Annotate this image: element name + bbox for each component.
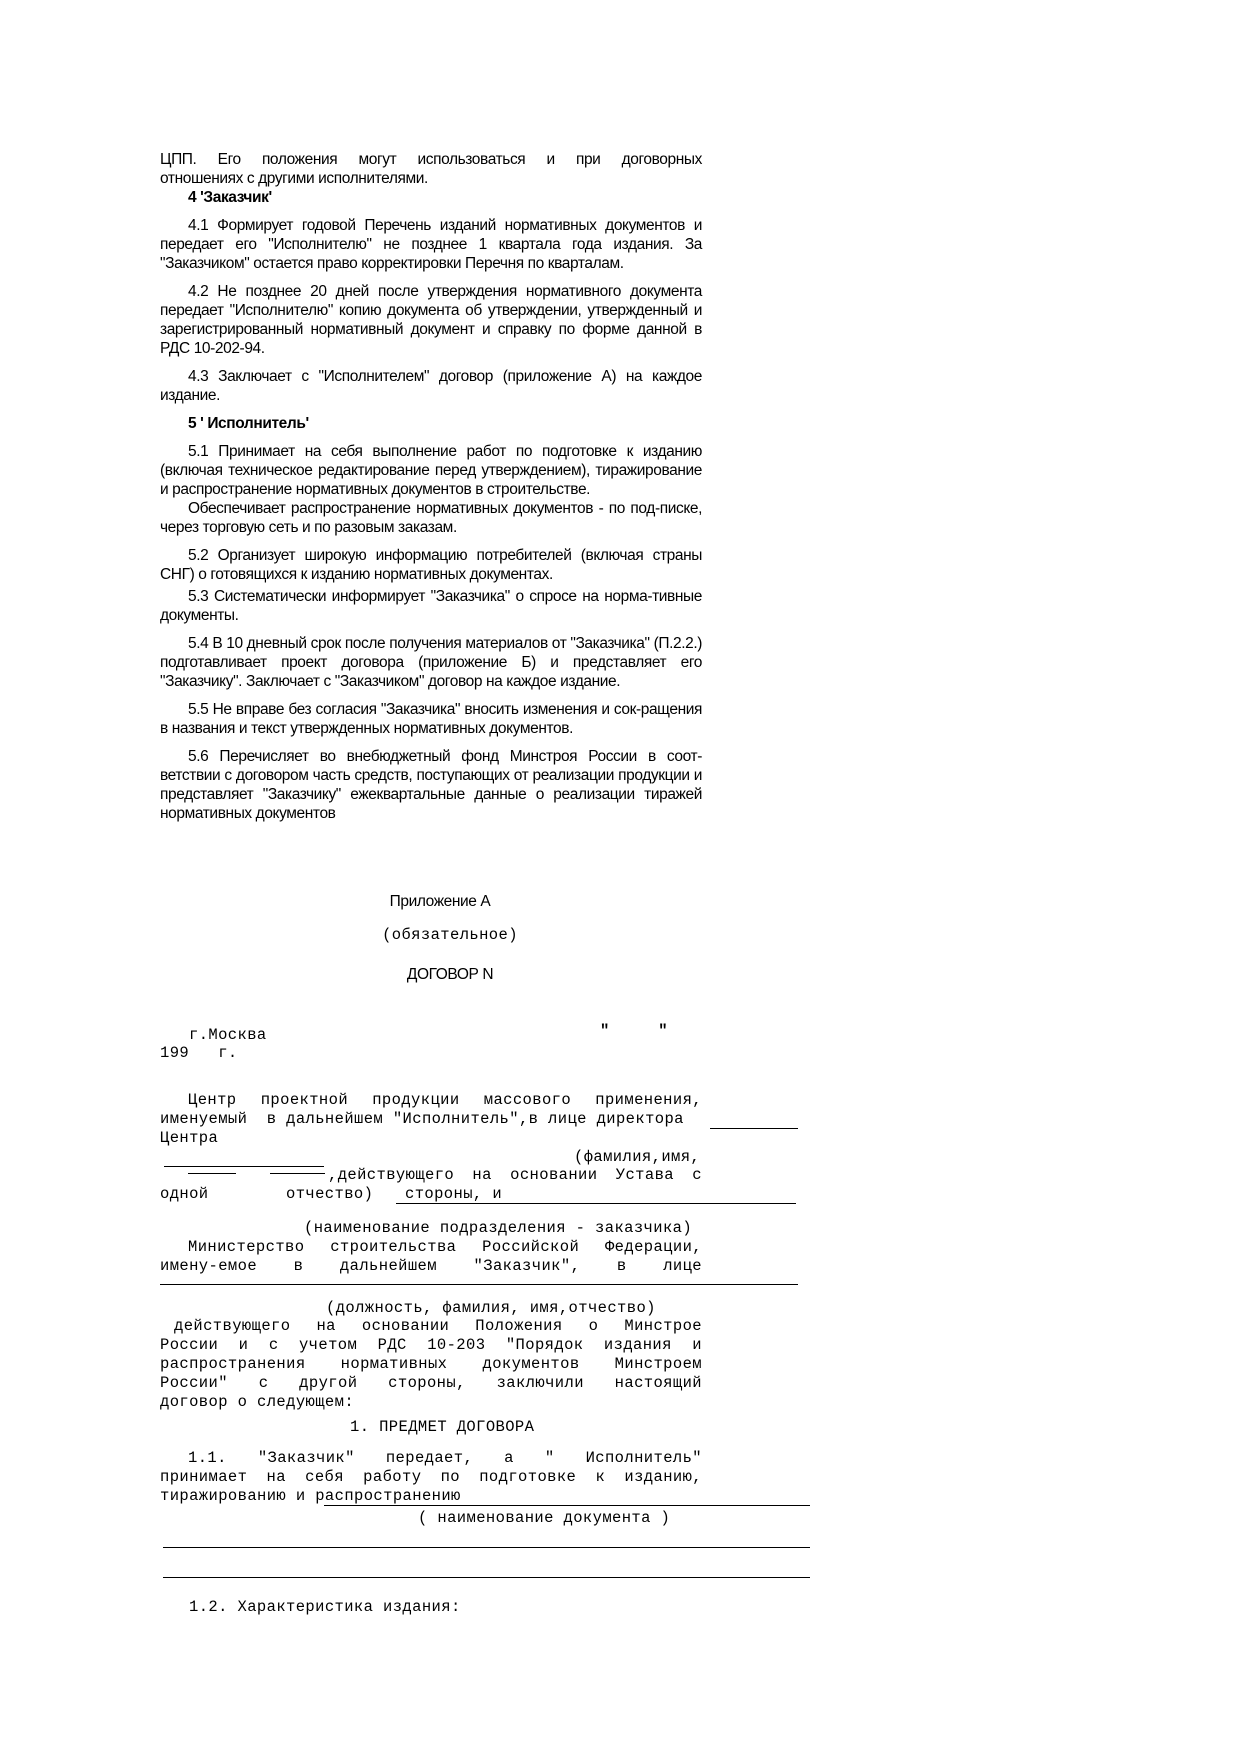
paragraph-5-1b: Обеспечивает распространение нормативных документов - по под-писке, через торговую сеть и по разовым заказам. — [160, 500, 702, 536]
one-side-label: одной — [160, 1185, 209, 1203]
paragraph-5-5: 5.5 Не вправе без согласия "Заказчика" вносить изменения и сок-ращения в названия и текст утвержденных нормативных документов. — [160, 701, 702, 737]
side-and: стороны, и — [405, 1185, 503, 1203]
contract-year: 199 г. — [160, 1044, 238, 1062]
p1-2: 1.2. Характеристика издания: — [189, 1598, 461, 1616]
contract-city: г.Москва — [189, 1026, 267, 1044]
section-5-heading: 5 ' Исполнитель' — [188, 415, 309, 432]
department-line — [396, 1203, 796, 1204]
fio-line-1 — [164, 1166, 324, 1167]
document-name-line-2 — [163, 1547, 810, 1548]
document-name-hint: ( наименование документа ) — [418, 1509, 671, 1527]
representative-line — [160, 1284, 798, 1285]
document-name-line-3 — [163, 1577, 810, 1578]
section-4-heading: 4 'Заказчик' — [188, 189, 272, 206]
appendix-title: Приложение А — [389, 893, 491, 910]
p1-1-line-1: 1.1. "Заказчик" передает, а " Исполнитель" — [188, 1449, 702, 1467]
subject-heading: 1. ПРЕДМЕТ ДОГОВОРА — [350, 1418, 535, 1436]
party-2-line-1: Министерство строительства Российской Федерации, — [188, 1238, 702, 1256]
party-1-line-2: именуемый в дальнейшем "Исполнитель",в лице директора — [160, 1110, 684, 1128]
basis-line-1: действующего на основании Положения о Минстрое — [174, 1317, 702, 1335]
basis-line-5: договор о следующем: — [160, 1393, 355, 1411]
subject-block — [160, 1449, 702, 1506]
paragraph-5-3: 5.3 Систематически информирует "Заказчика" о спросе на норма-тивные документы. — [160, 588, 702, 624]
party-1-line-3: Центра — [160, 1129, 219, 1147]
paragraph-5-2: 5.2 Организует широкую информацию потребителей (включая страны СНГ) о готовящихся к изданию нормативных документах. — [160, 547, 702, 583]
position-hint: (должность, фамилия, имя,отчество) — [326, 1299, 656, 1317]
acting-line: ,действующего на основании Устава с — [328, 1166, 702, 1184]
director-name-line — [710, 1128, 798, 1129]
party-2-block — [160, 1238, 702, 1276]
paragraph-5-6: 5.6 Перечисляет во внебюджетный фонд Минстроя России в соот-ветствии с договором часть средств, поступающих от реализации продукции и представляет "Заказчику" ежеквартальные данные о реализации тиражей нормативных документов — [160, 748, 702, 822]
contract-date-quotes: " " — [600, 1022, 668, 1040]
fio-line-2 — [188, 1173, 236, 1174]
document-name-line-1 — [324, 1505, 810, 1506]
patronymic-hint: отчество) — [286, 1185, 374, 1203]
party-2-line-2: имену-емое в дальнейшем "Заказчик", в лице — [160, 1257, 702, 1275]
section-4 — [160, 150, 702, 823]
fio-line-3 — [270, 1173, 325, 1174]
party-1-line-1: Центр проектной продукции массового применения, — [188, 1091, 702, 1109]
intro-line-1: ЦПП. Его положения могут использоваться и при договорных — [160, 151, 702, 168]
basis-line-4: России" с другой стороны, заключили настоящий — [160, 1374, 702, 1392]
party-1-block — [160, 1091, 702, 1110]
basis-block — [160, 1317, 702, 1412]
p1-1-line-2: принимает на себя работу по подготовке к изданию, — [160, 1468, 702, 1486]
basis-line-3: распространения нормативных документов Минстроем — [160, 1355, 702, 1373]
intro-line-2: отношениях с другими исполнителями. — [160, 170, 428, 187]
paragraph-4-1: 4.1 Формирует годовой Перечень изданий нормативных документов и передает его "Исполнителю" не позднее 1 квартала года издания. За "Заказчиком" остается право корректировки Перечня по кварталам. — [160, 217, 702, 272]
paragraph-5-4: 5.4 В 10 дневный срок после получения материалов от "Заказчика" (П.2.2.) подготавливает проект договора (приложение Б) и представляет его "Заказчику". Заключает с "Заказчиком" договор на каждое издание. — [160, 635, 702, 690]
p1-1-line-3: тиражированию и распространению — [160, 1487, 461, 1505]
fio-hint: (фамилия,имя, — [574, 1148, 701, 1166]
appendix-subtitle: (обязательное) — [382, 926, 518, 944]
basis-line-2: России и с учетом РДС 10-203 "Порядок издания и — [160, 1336, 702, 1354]
paragraph-4-2: 4.2 Не позднее 20 дней после утверждения нормативного документа передает "Исполнителю" копию документа об утверждении, утвержденный и зарегистрированный нормативный документ и справку по форме данной в РДС 10-202-94. — [160, 283, 702, 357]
contract-title: ДОГОВОР N — [406, 966, 494, 983]
department-hint: (наименование подразделения - заказчика) — [304, 1219, 693, 1237]
paragraph-5-1: 5.1 Принимает на себя выполнение работ по подготовке к изданию (включая техническое редактирование перед утверждением), тиражирование и распространение нормативных документов в строительстве. — [160, 443, 702, 498]
paragraph-4-3: 4.3 Заключает с "Исполнителем" договор (приложение А) на каждое издание. — [160, 368, 702, 404]
